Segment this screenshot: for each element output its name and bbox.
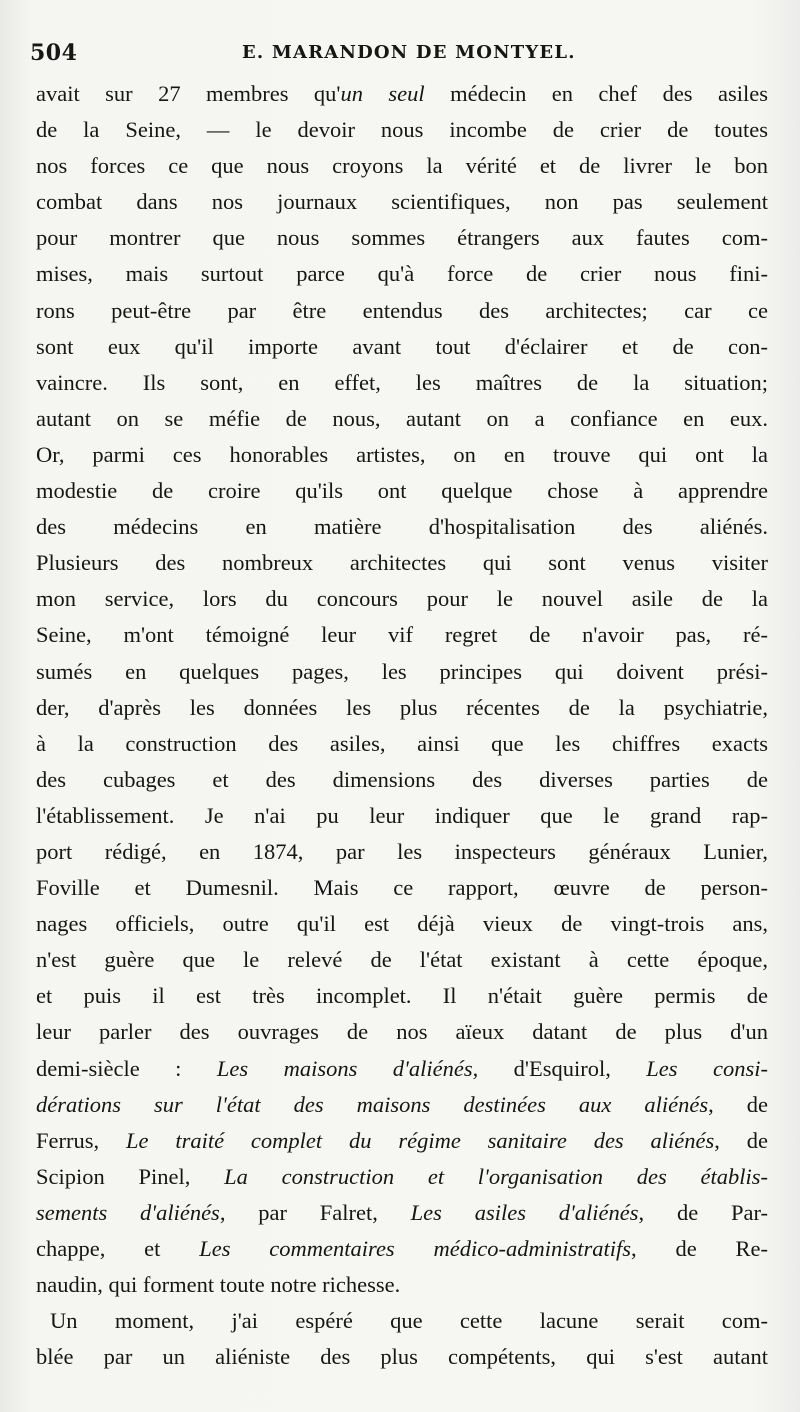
text-segment: autant on se méfie de nous, autant on a confiance en eux. (36, 405, 768, 431)
text-line (36, 834, 768, 870)
text-line (36, 942, 768, 978)
text-line (36, 509, 768, 545)
italic-title: Le traité complet du régime sanitaire des aliénés (125, 1127, 715, 1153)
text-line (36, 1014, 768, 1050)
text-line (36, 798, 768, 834)
text-segment: Plusieurs des nombreux architectes qui sont venus visiter (36, 550, 768, 576)
text-line (36, 437, 768, 473)
text-segment: Scipion Pinel, (36, 1163, 225, 1189)
text-line (36, 112, 768, 148)
text-line (36, 545, 768, 581)
text-line (36, 1051, 768, 1087)
running-head: E. MARANDON DE MONTYEL. (242, 42, 576, 63)
text-segment: rons peut-être par être entendus des architectes; car ce (36, 297, 768, 323)
text-segment: sumés en quelques pages, les principes qui doivent prési- (36, 658, 768, 684)
text-segment: n'est guère que le relevé de l'état existant à cette époque, (36, 947, 768, 973)
text-segment: Seine, m'ont témoigné leur vif regret de n'avoir pas, ré- (36, 622, 768, 648)
text-line (36, 184, 768, 220)
text-segment: Or, parmi ces honorables artistes, on en trouve qui ont la (36, 441, 768, 467)
text-segment: avait sur 27 membres qu' (36, 81, 341, 106)
text-line (36, 329, 768, 365)
text-line (36, 978, 768, 1014)
text-line (36, 76, 768, 112)
text-line (36, 1231, 768, 1267)
page-number: 504 (30, 40, 78, 66)
body-text (36, 76, 768, 1375)
text-segment: blée par un aliéniste des plus compétents, qui s'est autant (36, 1344, 768, 1370)
text-line (36, 1267, 768, 1303)
text-segment: , de Par- (638, 1199, 768, 1225)
text-segment: pour montrer que nous sommes étrangers aux fautes com- (36, 225, 768, 251)
text-segment: vaincre. Ils sont, en effet, les maîtres de la situation; (36, 369, 768, 395)
text-line (36, 1087, 768, 1123)
text-line (36, 654, 768, 690)
text-segment: demi-siècle : (36, 1055, 217, 1081)
italic-title: un seul (340, 81, 425, 106)
text-segment: l'établissement. Je n'ai pu leur indiquer que le grand rap- (36, 802, 768, 828)
text-segment: médecin en chef des asiles (424, 81, 768, 106)
text-segment: de la Seine, — le devoir nous incombe de crier de toutes (36, 117, 768, 143)
text-line (36, 726, 768, 762)
text-segment: à la construction des asiles, ainsi que les chiffres exacts (36, 730, 768, 756)
text-line (36, 256, 768, 292)
text-segment: , par Falret, (219, 1199, 411, 1225)
text-line (36, 870, 768, 906)
page-header (30, 40, 760, 70)
italic-title: Les maisons d'aliénés (216, 1055, 473, 1081)
text-segment: , de (714, 1127, 768, 1153)
text-line (36, 1159, 768, 1195)
text-segment: chappe, et (36, 1236, 200, 1261)
italic-title: sements d'aliénés (36, 1199, 220, 1225)
text-line (36, 365, 768, 401)
text-line (36, 1195, 768, 1231)
text-segment: sont eux qu'il importe avant tout d'éclairer et de con- (36, 333, 768, 359)
text-segment: nos forces ce que nous croyons la vérité et de livrer le bon (36, 153, 768, 179)
text-line (36, 148, 768, 184)
text-segment: Un moment, j'ai espéré que cette lacune serait com- (50, 1308, 768, 1334)
text-line (36, 1339, 768, 1375)
text-segment: modestie de croire qu'ils ont quelque chose à apprendre (36, 478, 768, 504)
text-line (36, 1123, 768, 1159)
italic-title: Les asiles d'aliénés (410, 1199, 639, 1225)
text-line (36, 690, 768, 726)
text-segment: nages officiels, outre qu'il est déjà vieux de vingt-trois ans, (36, 911, 768, 937)
text-segment: , de Re- (631, 1236, 768, 1261)
text-line (36, 906, 768, 942)
italic-title: La construction et l'organisation des établis- (224, 1163, 768, 1189)
italic-title: Les consi- (646, 1055, 768, 1081)
text-segment: der, d'après les données les plus récentes de la psychiatrie, (36, 694, 768, 720)
text-line (36, 220, 768, 256)
text-line (36, 1303, 768, 1339)
text-segment: Ferrus, (36, 1127, 126, 1153)
text-segment: Foville et Dumesnil. Mais ce rapport, œuvre de person- (36, 875, 768, 901)
text-segment: mon service, lors du concours pour le nouvel asile de la (36, 586, 768, 612)
text-segment: naudin, qui forment toute notre richesse. (36, 1272, 401, 1298)
italic-title: Les commentaires médico-administratifs (199, 1236, 631, 1261)
text-segment: , de (708, 1091, 768, 1117)
italic-title: dérations sur l'état des maisons destinées aux aliénés (36, 1091, 709, 1117)
text-segment: et puis il est très incomplet. Il n'était guère permis de (36, 983, 768, 1009)
text-segment: combat dans nos journaux scientifiques, non pas seulement (36, 189, 768, 215)
text-segment: mises, mais surtout parce qu'à force de crier nous fini- (36, 261, 768, 287)
text-segment: , d'Esquirol, (472, 1055, 647, 1081)
text-segment: port rédigé, en 1874, par les inspecteurs généraux Lunier, (36, 838, 768, 864)
text-line (36, 581, 768, 617)
text-segment: des cubages et des dimensions des diverses parties de (36, 766, 768, 792)
text-segment: des médecins en matière d'hospitalisation des aliénés. (36, 514, 768, 540)
text-line (36, 617, 768, 653)
text-segment: leur parler des ouvrages de nos aïeux datant de plus d'un (36, 1019, 768, 1045)
text-line (36, 293, 768, 329)
text-line (36, 473, 768, 509)
text-line (36, 762, 768, 798)
text-line (36, 401, 768, 437)
